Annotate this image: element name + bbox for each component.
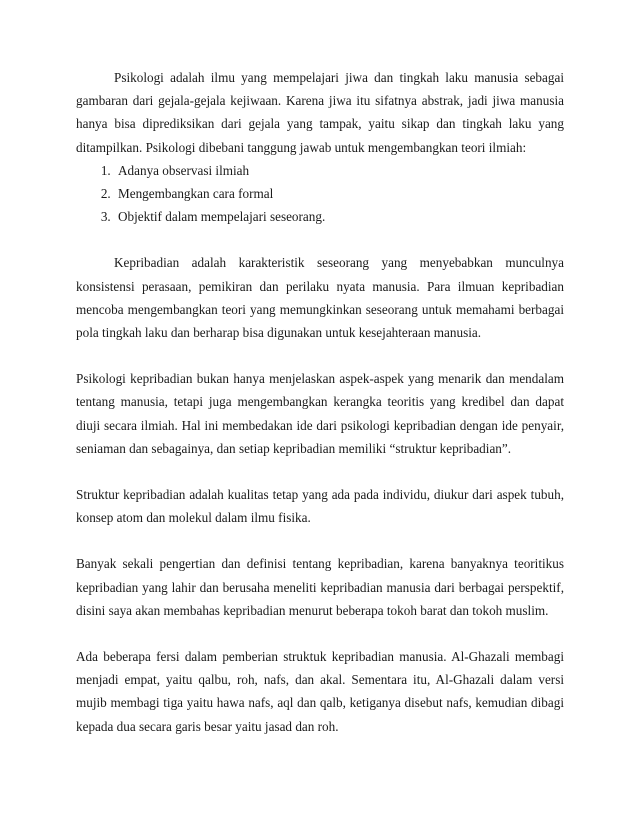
- paragraph-al-ghazali: Ada beberapa fersi dalam pemberian struktuk kepribadian manusia. Al-Ghazali membagi menjadi empat, yaitu qalbu, roh, nafs, dan akal. Sementara itu, Al-Ghazali dalam versi mujib membagi tiga yaitu hawa nafs, aql dan qalb, ketiganya disebut nafs, kemudian dibagi kepada dua secara garis besar yaitu jasad dan roh.: [76, 649, 564, 734]
- list-item: 1. Adanya observasi ilmiah: [114, 159, 564, 182]
- paragraph-definisi: Banyak sekali pengertian dan definisi tentang kepribadian, karena banyaknya teoritikus kepribadian yang lahir dan berusaha meneliti kepribadian manusia dari berbagai perspektif, disini saya akan membahas kepribadian menurut beberapa tokoh barat dan tokoh muslim.: [76, 556, 564, 618]
- paragraph-psikologi: Psikologi adalah ilmu yang mempelajari jiwa dan tingkah laku manusia sebagai gambaran dari gejala-gejala kejiwaan. Karena jiwa itu sifatnya abstrak, jadi jiwa manusia hanya bisa diprediksikan dari gejala yang tampak, yaitu sikap dan tingkah laku yang ditampilkan. Psikologi dibebani tanggung jawab untuk mengembangkan teori ilmiah:: [76, 70, 564, 155]
- paragraph-psikologi-kepribadian: Psikologi kepribadian bukan hanya menjelaskan aspek-aspek yang menarik dan mendalam tentang manusia, tetapi juga mengembangkan kerangka teoritis yang kredibel dan dapat diuji secara ilmiah. Hal ini membedakan ide dari psikologi kepribadian dengan ide penyair, seniaman dan sebagainya, dan setiap kepribadian memiliki “struktur kepribadian”.: [76, 371, 564, 456]
- list-item: 3. Objektif dalam mempelajari seseorang.: [114, 205, 564, 228]
- document-page: [76, 66, 564, 738]
- numbered-list: [76, 159, 564, 229]
- list-item: 2. Mengembangkan cara formal: [114, 182, 564, 205]
- paragraph-struktur: Struktur kepribadian adalah kualitas tetap yang ada pada individu, diukur dari aspek tubuh, konsep atom dan molekul dalam ilmu fisika.: [76, 487, 564, 526]
- paragraph-kepribadian: Kepribadian adalah karakteristik seseorang yang menyebabkan munculnya konsistensi perasaan, pemikiran dan perilaku nyata manusia. Para ilmuan kepribadian mencoba mengembangkan teori yang memungkinkan seseorang untuk memahami berbagai pola tingkah laku dan berharap bisa digunakan untuk kesejahteraan manusia.: [76, 255, 564, 341]
